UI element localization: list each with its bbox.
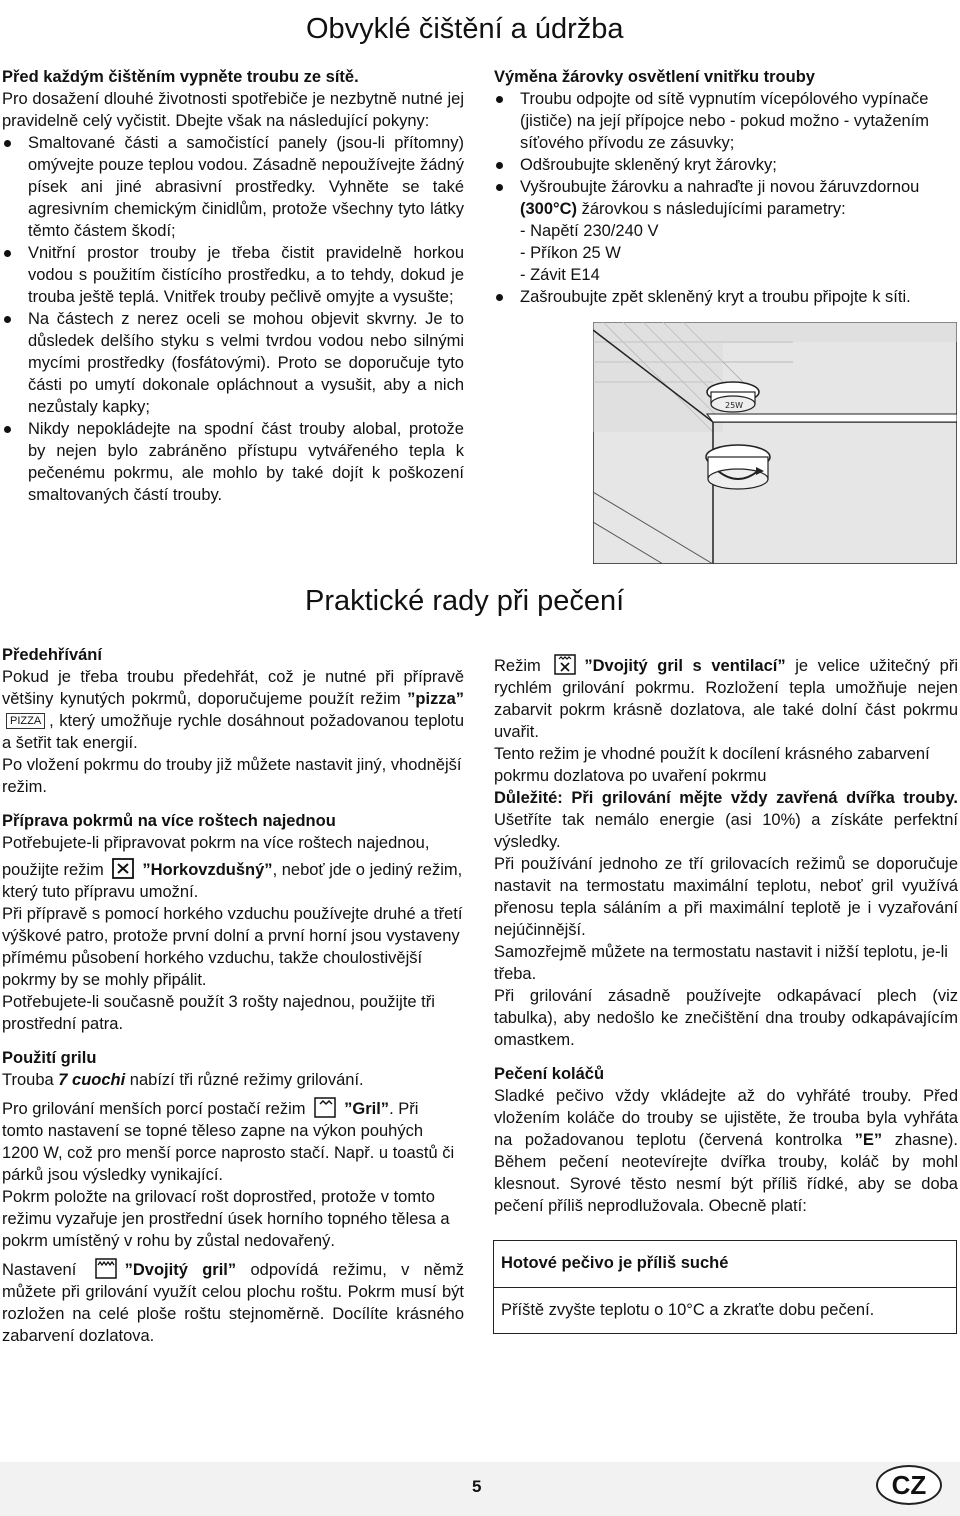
bulb-bullet: Troubu odpojte od sítě vypnutím vícepólového vypínače (jističe) na její přípojce nebo - pokud možno - vytažením síťového přívodu ze zásuvky; xyxy=(494,88,958,154)
fan-grill-text-a xyxy=(494,654,958,743)
fan-grill-text-a2: je velice užitečný při rychlém grilování pokrmu. Rozložení tepla umožňuje nejen zabarvit pokrm krásně dozlatova, ale také dolní část pokrmu uvařit. xyxy=(494,657,958,741)
grill-mode-label: ”Gril” xyxy=(344,1100,390,1118)
cake-text-a: Sladké pečivo vždy vkládejte až do vyhřáté trouby. Před vložením koláče do trouby se ujistěte, že trouba byla vyhřáta na požadovanou teplotu (červená kontrolka xyxy=(494,1087,958,1149)
preheat-heading: Předehřívání xyxy=(2,646,102,664)
svg-text:25W: 25W xyxy=(725,401,744,410)
cleaning-column xyxy=(2,66,464,506)
cake-heading: Pečení koláčů xyxy=(494,1065,605,1083)
multi-heading: Příprava pokrmů na více roštech najednou xyxy=(2,812,336,830)
grill-text-b2: . Při tomto nastavení se topné těleso zapne na výkon pouhých 1200 W, což pro menší porce naprosto stačí. Např. u toastů či párků jsou výsledky vynikající. xyxy=(2,1100,455,1184)
grill-icon xyxy=(314,1097,340,1119)
grill-heading: Použití grilu xyxy=(2,1049,97,1067)
cleaning-bullet: Na částech z nerez oceli se mohou objevit skvrny. Je to důsledek delšího styku s velmi tvrdou vodou nebo silnými mycími prostředky (fosfátovými). Proto se doporučuje tyto části po umytí dokonale opláchnout a vysušit, aby a nich nezůstaly kapky; xyxy=(2,308,464,418)
language-badge: CZ xyxy=(876,1465,942,1505)
baking-left-column xyxy=(2,644,464,1347)
fan-oven-icon xyxy=(112,858,138,880)
bulb-param: - Napětí 230/240 V xyxy=(520,222,659,240)
bulb-temp-rest: žárovkou s následujícími parametry: xyxy=(577,200,846,218)
cleaning-heading: Před každým čištěním vypněte troubu ze sítě. xyxy=(2,68,359,86)
double-grill-mode-label: ”Dvojitý gril” xyxy=(124,1261,237,1279)
cleaning-bullet: Smaltované části a samočistící panely (jsou-li přítomny) omývejte pouze teplou vodou. Zásadně nepoužívejte žádný písek ani jiné abrasivní prostředky. Vyhněte se také agresivním chemickým činidlům, protože všechny tyto látky těmto částem škodí; xyxy=(2,132,464,242)
multi-text-d: Potřebujete-li současně použít 3 rošty najednou, použijte tři prostřední patra. xyxy=(2,993,435,1033)
grill-text-c: Pokrm položte na grilovací rošt doprostřed, protože v tomto režimu vyzařuje jen prostřední úsek horního topného tělesa a pokrm umístěný v rohu by zůstal nedovařený. xyxy=(2,1188,450,1250)
bulb-bullet: Zašroubujte zpět skleněný kryt a troubu připojte k síti. xyxy=(494,286,958,308)
grill-text-a xyxy=(2,1069,464,1091)
page-number: 5 xyxy=(472,1477,482,1496)
table-row-header: Hotové pečivo je příliš suché xyxy=(501,1254,729,1272)
multi-text-b1: použijte režim xyxy=(2,861,109,879)
cake-indicator-e: ”E” xyxy=(854,1131,883,1149)
bulb-replacement-illustration xyxy=(593,322,957,564)
grill-text-b1: Pro grilování menších porcí postačí režim xyxy=(2,1100,311,1118)
cleaning-bullet: Nikdy nepokládejte na spodní část trouby alobal, protože by nejen bylo zabráněno přístupu vytvářeného tepla k pečenému pokrmu, ale mohlo by také dojít k poškození smaltovaných částí trouby. xyxy=(2,418,464,506)
bulb-param: - Závit E14 xyxy=(520,266,600,284)
grill-text-a2: nabízí tři různé režimy grilování. xyxy=(125,1071,364,1089)
important-rest: Ušetříte tak nemálo energie (asi 10%) a získáte perfektní výsledky. xyxy=(494,811,958,851)
important-note xyxy=(494,787,958,853)
section-title-cleaning: Obvyklé čištění a údržba xyxy=(306,13,624,45)
fan-grill-text-b: Tento režim je vhodné použít k docílení krásného zabarvení pokrmu dozlatova po uvaření pokrmu xyxy=(494,745,930,785)
preheat-text-c: Po vložení pokrmu do trouby již můžete nastavit jiný, vhodnější režim. xyxy=(2,756,462,796)
cleaning-bullet-list xyxy=(2,132,464,506)
preheat-text-b: , který umožňuje rychle dosáhnout požadovanou teplotu a šetřit tak energií. xyxy=(2,712,464,752)
preheat-text xyxy=(2,666,464,754)
grill-text-d xyxy=(2,1258,464,1347)
double-grill-icon xyxy=(95,1258,121,1280)
grill-text-d1: Nastavení xyxy=(2,1261,91,1279)
pizza-mode-label: ”pizza” xyxy=(407,690,464,708)
fan-grill-mode-label: ”Dvojitý gril s ventilací” xyxy=(584,657,786,675)
cake-text-b: zhasne). Během pečení neotevírejte dvířka trouby, koláč by mohl klesnout. Syrové těsto nesmí být příliš řídké, aby se doba pečení příliš neprodlužovala. Obecně platí: xyxy=(494,1131,958,1215)
fan-grill-icon xyxy=(554,654,580,676)
bulb-bullet-text: Vyšroubujte žárovku a nahraďte ji novou žáruvzdornou xyxy=(520,178,920,196)
cleaning-intro: Pro dosažení dlouhé životnosti spotřebiče je nezbytně nutné jej pravidelně celý vyčistit. Dbejte však na následující pokyny: xyxy=(2,90,464,130)
bulb-heading: Výměna žárovky osvětlení vnitřku trouby xyxy=(494,68,815,86)
bulb-column xyxy=(494,66,958,308)
section-title-baking: Praktické rady při pečení xyxy=(305,585,625,617)
multi-text-c: Při přípravě s pomocí horkého vzduchu používejte druhé a třetí výškové patro, protože první dolní a první horní jsou vystaveny přímému působení horkého vzduchu, takže choulostivější pokrmy by se mohly připálit. xyxy=(2,905,463,989)
brand-name: 7 cuochi xyxy=(58,1071,126,1089)
grill-text-b xyxy=(2,1097,464,1186)
bulb-temp: (300°C) xyxy=(520,200,578,218)
baking-tips-table xyxy=(493,1240,957,1334)
grill-advice-c: Při používání jednoho ze tří grilovacích režimů se doporučuje nastavit na termostatu maximální teplotu, neboť gril využívá přenosu tepla sáláním a při maximální teplotě je i vyzařování nejúčinnější. xyxy=(494,855,958,939)
grill-advice-d: Samozřejmě můžete na termostatu nastavit i nižší teplotu, je-li třeba. xyxy=(494,943,948,983)
multi-text-b2: , neboť jde o jediný režim, který tuto přípravu umožní. xyxy=(2,861,463,901)
fan-grill-text-a1: Režim xyxy=(494,657,551,675)
bulb-bullet-list xyxy=(494,88,958,308)
cleaning-bullet: Vnitřní prostor trouby je třeba čistit pravidelně horkou vodou s použitím čistícího prostředku, a to tehdy, dokud je trouba ještě teplá. Vnitřek trouby pečlivě omyjte a vysušte; xyxy=(2,242,464,308)
bulb-bullet: Odšroubujte skleněný kryt žárovky; xyxy=(494,154,958,176)
bulb-bullet xyxy=(494,176,958,286)
fan-mode-label: ”Horkovzdušný” xyxy=(142,861,273,879)
important-bold: Důležité: Při grilování mějte vždy zavřená dvířka trouby. xyxy=(494,789,958,807)
bulb-param: - Příkon 25 W xyxy=(520,244,621,262)
grill-text-a1: Trouba xyxy=(2,1071,59,1089)
pizza-icon: PIZZA xyxy=(6,713,45,729)
grill-text-d2: odpovídá režimu, v němž můžete při grilování využít celou plochu roštu. Pokrm musí být rozložen na celé ploše roštu stejnoměrně. Docílíte krásného zabarvení dozlatova. xyxy=(2,1261,465,1345)
multi-text-a: Potřebujete-li připravovat pokrm na více roštech najednou, xyxy=(2,834,430,852)
table-row-value: Příště zvyšte teplotu o 10°C a zkraťte dobu pečení. xyxy=(494,1287,956,1333)
baking-right-column xyxy=(494,654,958,1217)
grill-advice-e: Při grilování zásadně používejte odkapávací plech (viz tabulka), aby nedošlo ke znečištění dna trouby odkapávajícím omastkem. xyxy=(494,987,958,1049)
cake-text xyxy=(494,1085,958,1217)
preheat-text-a: Pokud je třeba troubu předehřát, což je nutné při přípravě většiny kynutých pokrmů, doporučujeme použít režim xyxy=(2,668,464,708)
multi-text-b xyxy=(2,858,464,903)
